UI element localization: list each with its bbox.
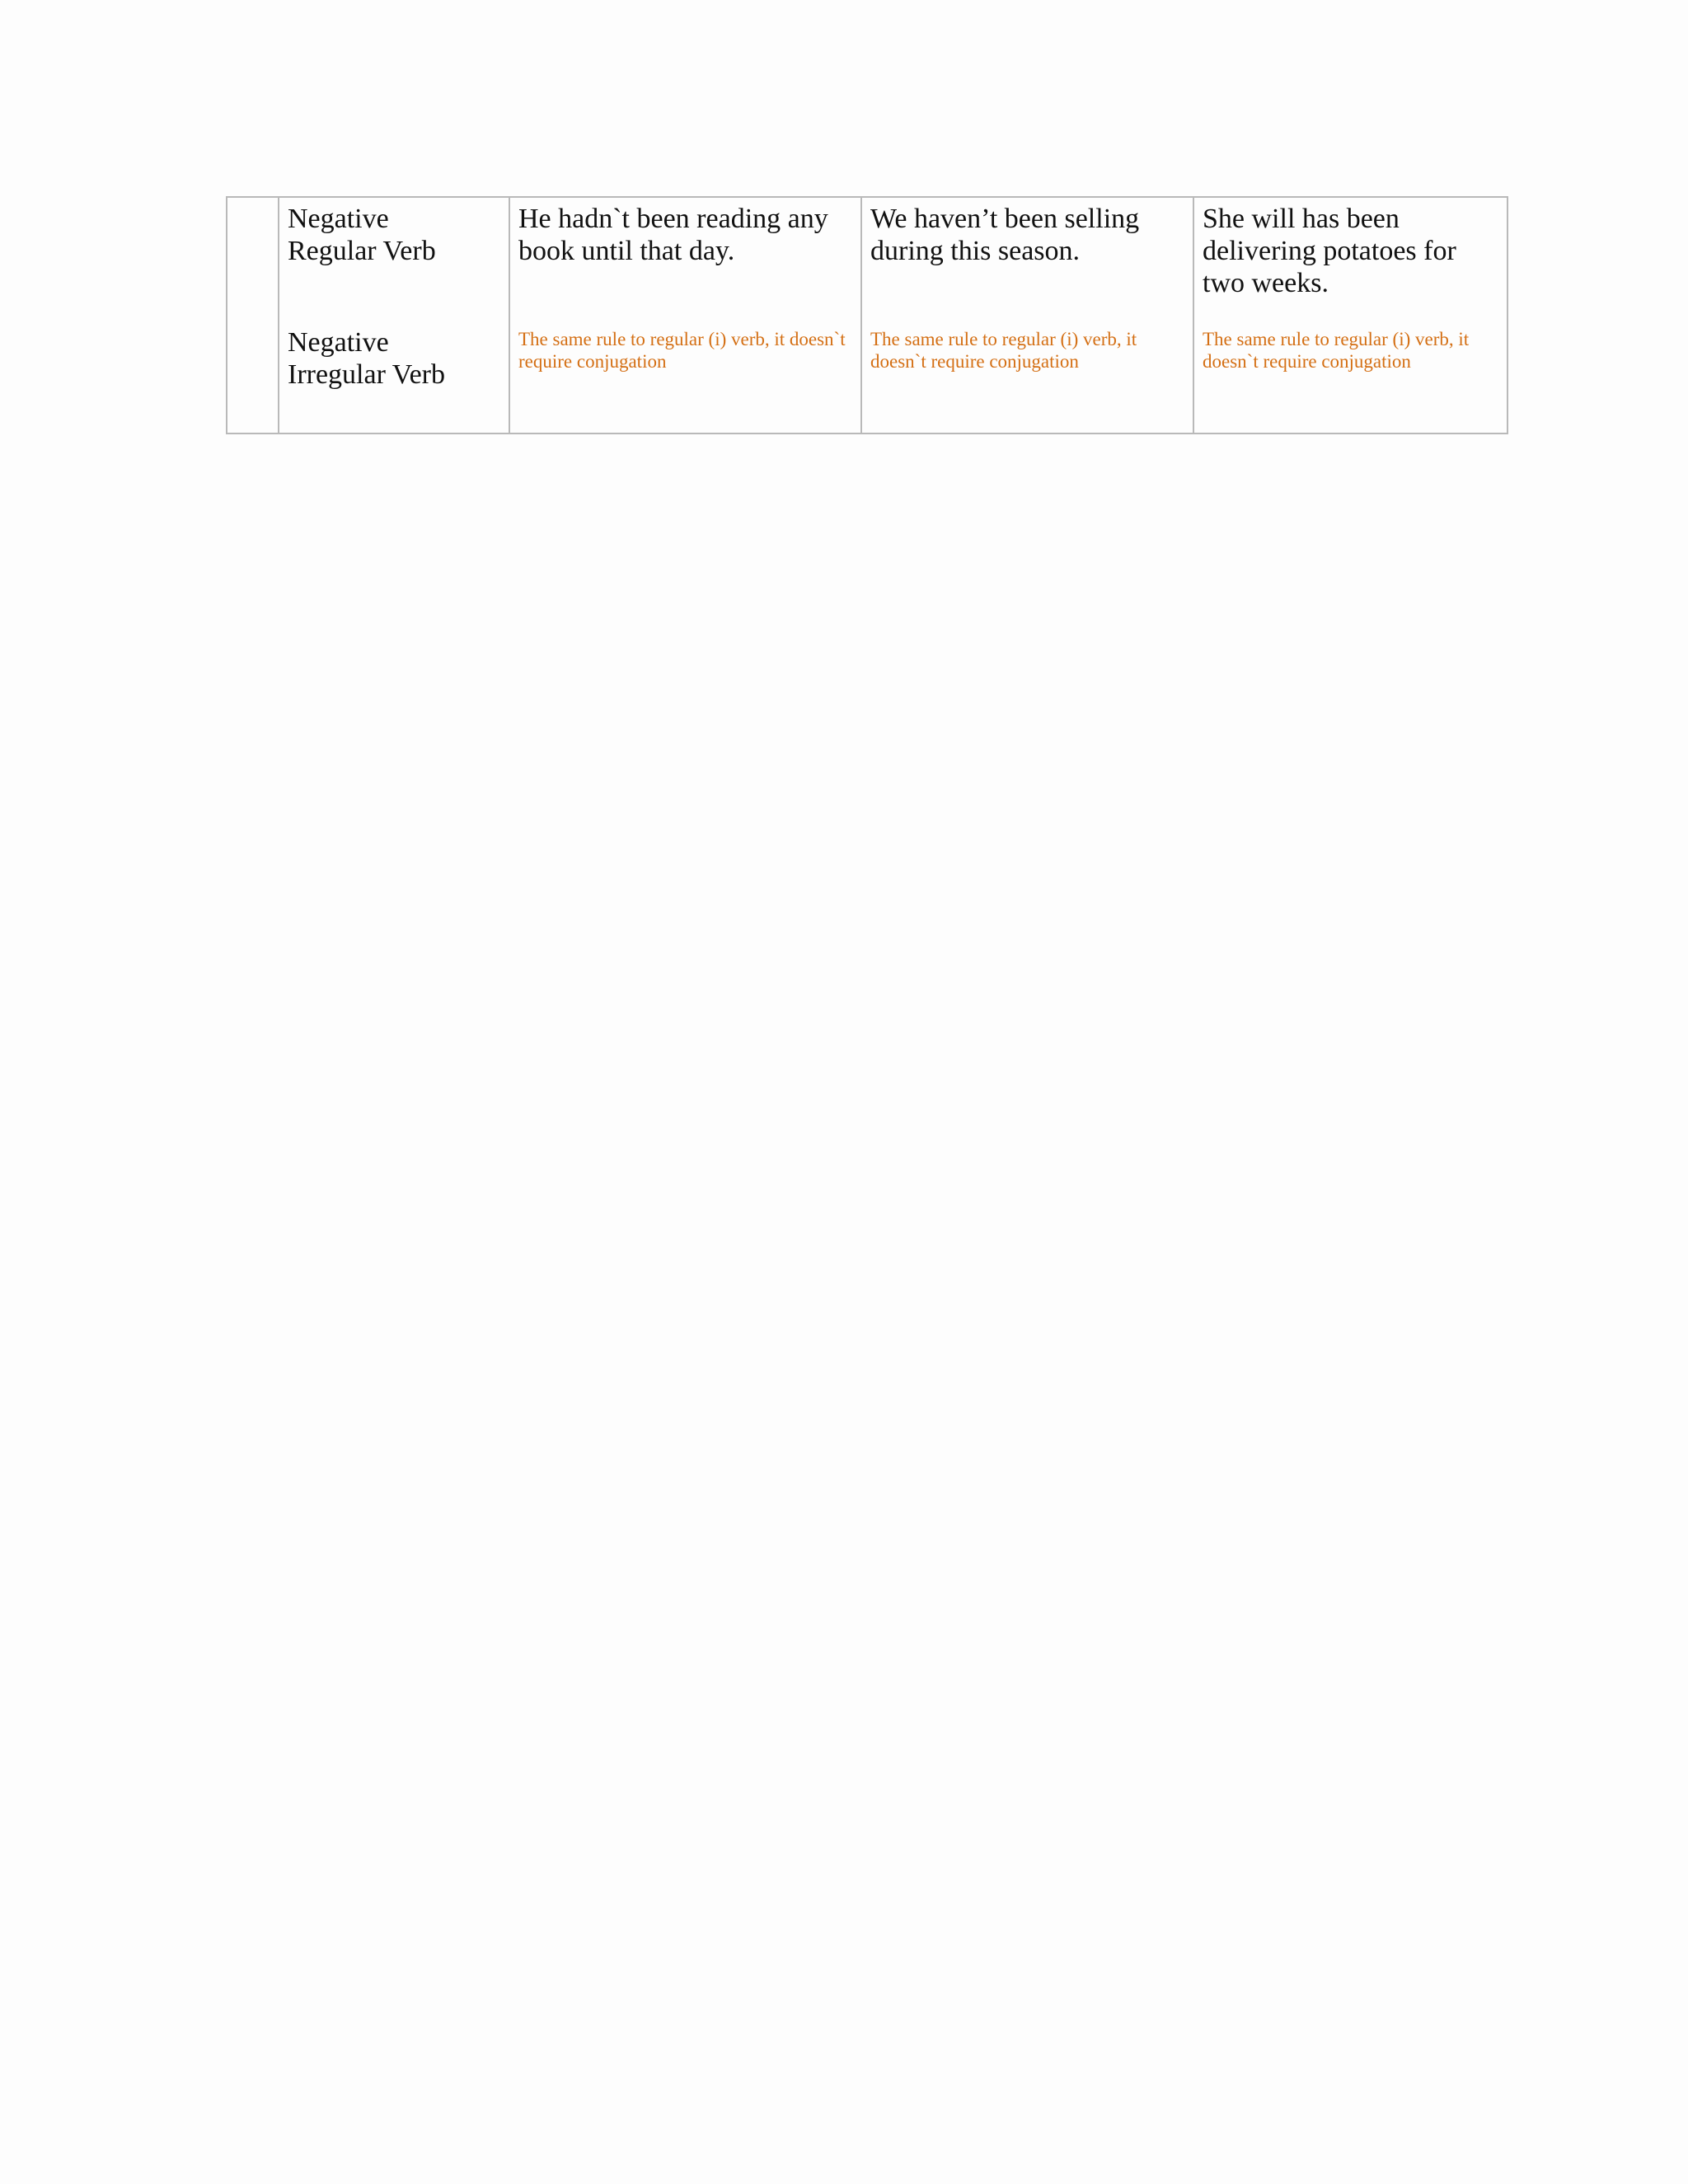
label-line: Regular Verb [288, 236, 436, 266]
example-sentence: We haven’t been selling during this season. [870, 204, 1140, 266]
label-line: Negative [288, 327, 389, 358]
example-sentence: He hadn`t been reading any book until that day. [518, 204, 828, 266]
label-negative-regular [288, 198, 500, 267]
label-line: Negative [288, 204, 389, 234]
example-cell-1 [509, 197, 861, 434]
conjugation-note: The same rule to regular (i) verb, it doesn`t require conjugation [870, 329, 1137, 372]
row-label-cell [279, 197, 509, 434]
label-line: Irregular Verb [288, 359, 446, 390]
conjugation-note: The same rule to regular (i) verb, it doesn`t require conjugation [518, 329, 846, 372]
grammar-table [226, 196, 1508, 434]
example-sentence: She will has been delivering potatoes for two weeks. [1203, 204, 1456, 298]
example-cell-2 [861, 197, 1193, 434]
label-negative-irregular [288, 326, 445, 391]
empty-index-cell [227, 197, 279, 434]
example-cell-3 [1193, 197, 1507, 434]
conjugation-note: The same rule to regular (i) verb, it doesn`t require conjugation [1203, 329, 1470, 372]
table-row [227, 197, 1507, 434]
